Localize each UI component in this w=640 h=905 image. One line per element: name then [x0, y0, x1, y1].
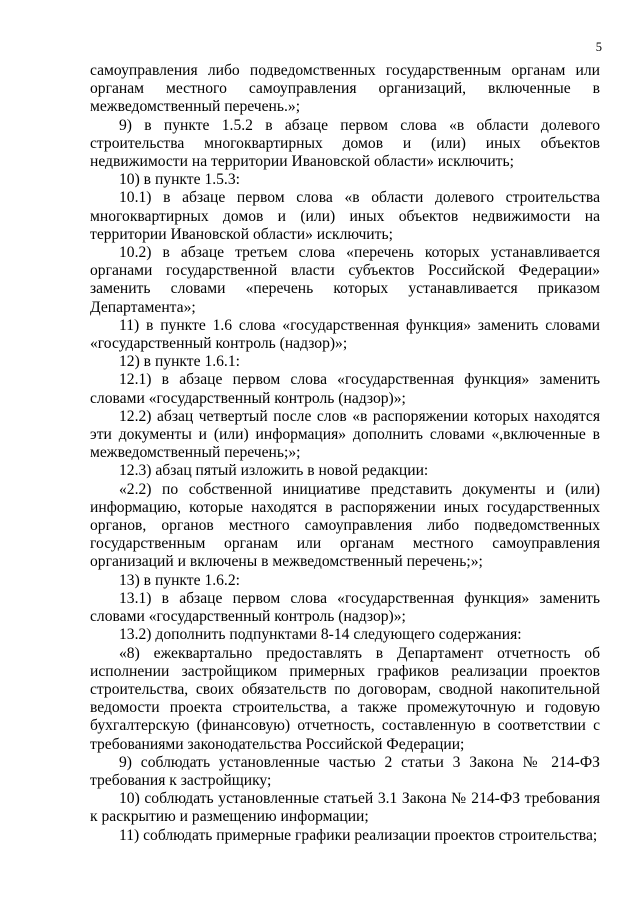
paragraph-subitem-11: 11) соблюдать примерные графики реализации проектов строительства; [119, 826, 598, 844]
paragraph-item-13-1: 13.1) в абзаце первом слова «государственная функция» заменить словами «государственный контроль (надзор)»; [90, 589, 600, 626]
paragraph-item-12-1: 12.1) в абзаце первом слова «государственная функция» заменить словами «государственный контроль (надзор)»; [90, 371, 600, 407]
paragraph-item-12: 12) в пункте 1.6.1: [119, 353, 240, 371]
paragraph-quoted-2-2: «2.2) по собственной инициативе представить документы и (или) информацию, которые находятся в распоряжении иных государственных органов, органов местного самоуправления либо подведомственных государственным органам или органам местного самоуправления организаций и включены в межведомственный перечень;»; [90, 480, 600, 571]
paragraph-item-10-1: 10.1) в абзаце первом слова «в области долевого строительства многоквартирных домов и (или) иных объектов недвижимости на территории Ивановской области» исключить; [90, 189, 600, 243]
paragraph-item-10-2: 10.2) в абзаце третьем слова «перечень которых устанавливается органами государственной власти субъектов Российской Федерации» заменить словами «перечень которых устанавливается приказом Департамента»; [90, 244, 600, 316]
paragraph-item-13-2: 13.2) дополнить подпунктами 8-14 следующего содержания: [119, 626, 522, 644]
paragraph-subitem-10: 10) соблюдать установленные статьей 3.1 Закона № 214-ФЗ требования к раскрытию и размещению информации; [90, 790, 600, 826]
document-body [90, 62, 600, 845]
paragraph-item-9: 9) в пункте 1.5.2 в абзаце первом слова «в области долевого строительства многоквартирных домов и (или) иных объектов недвижимости на территории Ивановской области» исключить; [90, 116, 600, 171]
page-number: 5 [595, 40, 602, 54]
paragraph-item-13: 13) в пункте 1.6.2: [119, 571, 240, 589]
paragraph-continuation: самоуправления либо подведомственных государственным органам или органам местного самоуправления организаций, включенные в межведомственный перечень.»; [90, 62, 600, 116]
paragraph-item-12-2: 12.2) абзац четвертый после слов «в распоряжении которых находятся эти документы и (или) информация» дополнить словами «,включенные в межведомственный перечень;»; [90, 407, 600, 462]
paragraph-item-10: 10) в пункте 1.5.3: [119, 171, 240, 189]
paragraph-item-11: 11) в пункте 1.6 слова «государственная функция» заменить словами «государственный контроль (надзор)»; [90, 316, 600, 353]
paragraph-subitem-8: «8) ежеквартально предоставлять в Департамент отчетность об исполнении застройщиком примерных графиков реализации проектов строительства, своих обязательств по договорам, сводной накопительной ведомости проекта строительства, а также промежуточную и годовую бухгалтерскую (финансовую) отчетность, составленную в соответствии с требованиями законодательства Российской Федерации; [90, 644, 600, 753]
paragraph-item-12-3: 12.3) абзац пятый изложить в новой редакции: [119, 462, 429, 480]
paragraph-subitem-9: 9) соблюдать установленные частью 2 статьи 3 Закона № 214-ФЗ требования к застройщику; [90, 753, 600, 789]
